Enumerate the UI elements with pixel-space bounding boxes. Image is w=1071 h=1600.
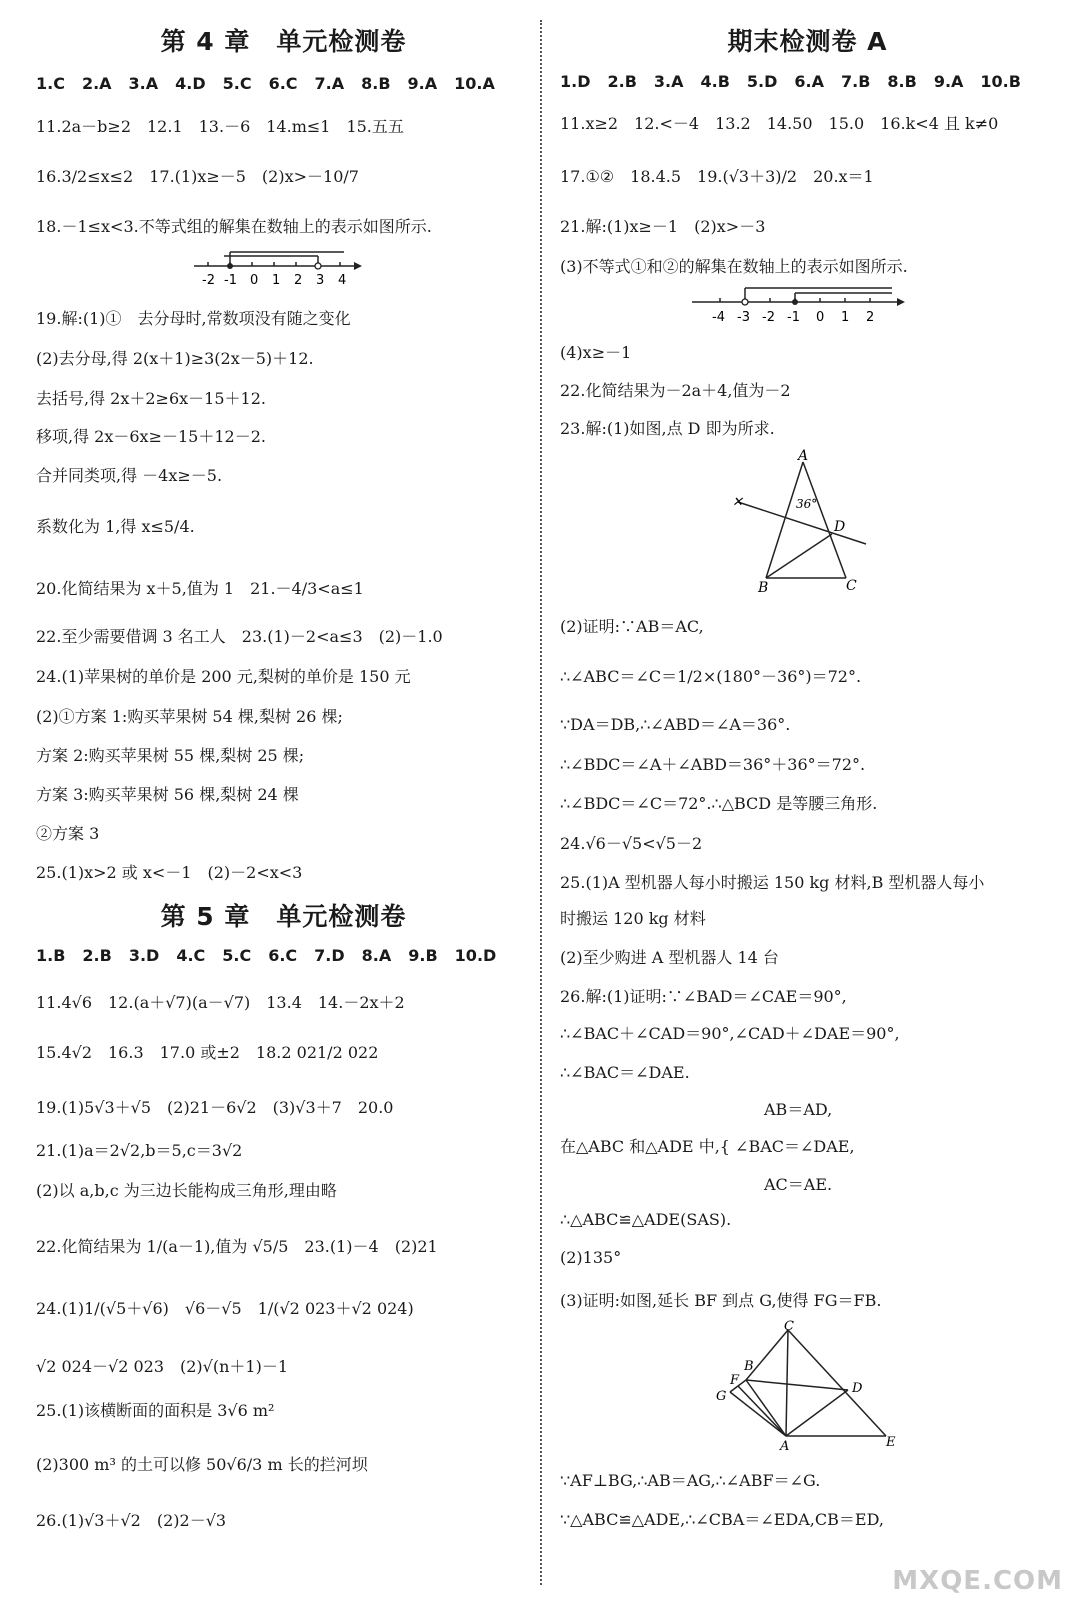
vertex-label: B (758, 580, 769, 596)
tick-label: -3 (737, 310, 750, 325)
choice-answer: 9.A (407, 74, 438, 93)
final-choice-answers (560, 72, 1038, 91)
answer-line: (2)①方案 1:购买苹果树 54 棵,梨树 26 棵; (36, 707, 343, 726)
answer-line: 19.(1)5√3＋√5 (2)21－6√2 (3)√3＋7 20.0 (36, 1098, 394, 1117)
vertex-label: C (846, 578, 857, 594)
answer-line: ∴∠BAC＝∠DAE. (560, 1063, 690, 1082)
choice-answer: 9.B (408, 946, 438, 965)
vertex-label: E (886, 1435, 896, 1450)
chapter-5-title: 第 5 章 单元检测卷 (160, 902, 407, 931)
answer-line: 17.①② 18.4.5 19.(√3＋3)/2 20.x＝1 (560, 167, 874, 186)
answer-line: 去括号,得 2x＋2≥6x－15＋12. (36, 389, 266, 408)
tick-label: 2 (294, 273, 303, 288)
watermark-logo: MXQE.COM (892, 1566, 1063, 1596)
svg-text:✕: ✕ (732, 495, 743, 510)
choice-answer: 4.D (175, 74, 206, 93)
choice-answer: 4.B (700, 72, 730, 91)
answer-line: ∵△ABC≌△ADE,∴∠CBA＝∠EDA,CB＝ED, (560, 1510, 884, 1529)
choice-answer: 2.B (607, 72, 637, 91)
choice-answer: 8.B (887, 72, 917, 91)
answer-line: ∴△ABC≌△ADE(SAS). (560, 1210, 732, 1229)
tick-label: 4 (338, 273, 347, 288)
choice-answer: 10.D (454, 946, 497, 965)
answer-line: 方案 3:购买苹果树 56 棵,梨树 24 棵 (36, 785, 299, 804)
choice-answer: 5.D (746, 72, 778, 91)
tick-label: 0 (816, 310, 825, 325)
chapter-5-choice-answers (36, 946, 513, 965)
answer-line: ∴∠ABC＝∠C＝1/2×(180°－36°)＝72°. (560, 667, 862, 686)
tick-label: -2 (762, 310, 775, 325)
column-divider (540, 20, 542, 1585)
vertex-label: D (834, 519, 846, 535)
vertex-label: C (784, 1319, 794, 1334)
tick-label: -2 (202, 273, 215, 288)
answer-line: 20.化简结果为 x＋5,值为 1 21.－4/3<a≤1 (36, 579, 364, 598)
tick-label: -1 (224, 273, 237, 288)
answer-line: 22.化简结果为 1/(a－1),值为 √5/5 23.(1)－4 (2)21 (36, 1237, 438, 1256)
answer-line: (2)以 a,b,c 为三边长能构成三角形,理由略 (36, 1181, 337, 1200)
answer-line: (2)证明:∵AB＝AC, (560, 617, 704, 636)
triangle-figure-1 (728, 448, 878, 600)
angle-label: 36° (796, 497, 818, 511)
system-line-1: AB＝AD, (764, 1100, 833, 1119)
answer-line: (2)去分母,得 2(x＋1)≥3(2x－5)＋12. (36, 349, 314, 368)
chapter-4-choice-answers (36, 74, 512, 93)
answer-line: ∵DA＝DB,∴∠ABD＝∠A＝36°. (560, 715, 791, 734)
answer-line: 11.4√6 12.(a＋√7)(a－√7) 13.4 14.－2x＋2 (36, 993, 405, 1012)
answer-line: 21.(1)a＝2√2,b＝5,c＝3√2 (36, 1141, 243, 1160)
answer-line: 方案 2:购买苹果树 55 棵,梨树 25 棵; (36, 746, 305, 765)
choice-answer: 10.A (454, 74, 495, 93)
choice-answer: 10.B (980, 72, 1021, 91)
choice-answer: 6.C (268, 946, 298, 965)
answer-line: 19.解:(1)① 去分母时,常数项没有随之变化 (36, 309, 351, 328)
final-exam-title: 期末检测卷 A (727, 27, 888, 56)
choice-answer: 5.C (222, 74, 252, 93)
answer-line: 26.(1)√3＋√2 (2)2－√3 (36, 1511, 227, 1530)
answer-line: 移项,得 2x－6x≥－15＋12－2. (36, 427, 266, 446)
tick-label: 3 (316, 273, 325, 288)
choice-answer: 5.C (222, 946, 252, 965)
choice-answer: 6.A (794, 72, 824, 91)
choice-answer: 8.B (361, 74, 391, 93)
answer-line: √2 024－√2 023 (2)√(n＋1)－1 (36, 1357, 289, 1376)
answer-line: (4)x≥－1 (560, 343, 632, 362)
answer-line: ②方案 3 (36, 824, 100, 843)
answer-line: 22.至少需要借调 3 名工人 23.(1)－2<a≤3 (2)－1.0 (36, 627, 443, 646)
vertex-label: D (852, 1381, 863, 1396)
choice-answer: 1.B (36, 946, 66, 965)
choice-answer: 1.D (560, 72, 591, 91)
answer-line: 15.4√2 16.3 17.0 或±2 18.2 021/2 022 (36, 1043, 379, 1062)
vertex-label: G (716, 1389, 727, 1404)
choice-answer: 3.D (128, 946, 160, 965)
answer-line: 24.(1)苹果树的单价是 200 元,梨树的单价是 150 元 (36, 667, 411, 686)
system-line-2: 在△ABC 和△ADE 中,{ ∠BAC＝∠DAE, (560, 1137, 855, 1156)
answer-line: 26.解:(1)证明:∵∠BAD＝∠CAE＝90°, (560, 987, 847, 1006)
tick-label: 1 (272, 273, 281, 288)
choice-answer: 7.D (314, 946, 345, 965)
chapter-4-title: 第 4 章 单元检测卷 (160, 27, 407, 56)
answer-line: (2)300 m³ 的土可以修 50√6/3 m 长的拦河坝 (36, 1455, 368, 1474)
answer-line: 24.√6－√5<√5－2 (560, 834, 703, 853)
choice-answer: 1.C (36, 74, 65, 93)
answer-line: 23.解:(1)如图,点 D 即为所求. (560, 419, 775, 438)
answer-line: ∴∠BAC＋∠CAD＝90°,∠CAD＋∠DAE＝90°, (560, 1024, 900, 1043)
answer-line: 25.(1)A 型机器人每小时搬运 150 kg 材料,B 型机器人每小 (560, 873, 985, 892)
answer-line: 时搬运 120 kg 材料 (560, 909, 706, 928)
tick-label: 1 (841, 310, 850, 325)
answer-line: 18.－1≤x<3.不等式组的解集在数轴上的表示如图所示. (36, 217, 432, 236)
choice-answer: 8.A (361, 946, 392, 965)
answer-line: (2)至少购进 A 型机器人 14 台 (560, 948, 779, 967)
choice-answer: 2.B (82, 946, 112, 965)
choice-answer: 9.A (933, 72, 964, 91)
tick-label: -1 (787, 310, 800, 325)
number-line-final (692, 284, 912, 332)
tick-label: 2 (866, 310, 875, 325)
answer-line: 合并同类项,得 －4x≥－5. (36, 466, 223, 485)
answer-line: 11.x≥2 12.<－4 13.2 14.50 15.0 16.k<4 且 k≠0 (560, 114, 999, 133)
answer-line: ∴∠BDC＝∠C＝72°.∴△BCD 是等腰三角形. (560, 794, 878, 813)
choice-answer: 7.B (841, 72, 871, 91)
system-line-3: AC＝AE. (764, 1175, 833, 1194)
tick-label: -4 (712, 310, 725, 325)
answer-line: 25.(1)x>2 或 x<－1 (2)－2<x<3 (36, 863, 303, 882)
answer-line: (3)证明:如图,延长 BF 到点 G,使得 FG＝FB. (560, 1291, 882, 1310)
choice-answer: 4.C (176, 946, 206, 965)
answer-line: 11.2a－b≥2 12.1 13.－6 14.m≤1 15.五五 (36, 117, 404, 136)
choice-answer: 7.A (314, 74, 345, 93)
tick-label: 0 (250, 273, 259, 288)
vertex-label: A (798, 448, 809, 464)
answer-line: ∴∠BDC＝∠A＋∠ABD＝36°＋36°＝72°. (560, 755, 866, 774)
answer-line: ∵AF⊥BG,∴AB＝AG,∴∠ABF＝∠G. (560, 1471, 821, 1490)
triangle-figure-2 (710, 1318, 910, 1462)
vertex-label: F (730, 1373, 740, 1388)
answer-line: 21.解:(1)x≥－1 (2)x>－3 (560, 217, 766, 236)
choice-answer: 6.C (268, 74, 298, 93)
choice-answer: 3.A (128, 74, 159, 93)
choice-answer: 3.A (653, 72, 684, 91)
answer-line: 系数化为 1,得 x≤5/4. (36, 517, 195, 536)
vertex-label: A (780, 1439, 790, 1454)
answer-line: 22.化简结果为－2a＋4,值为－2 (560, 381, 791, 400)
choice-answer: 2.A (81, 74, 112, 93)
answer-line: 16.3/2≤x≤2 17.(1)x≥－5 (2)x>－10/7 (36, 167, 359, 186)
number-line-ch4 (194, 246, 364, 294)
answer-line: 25.(1)该横断面的面积是 3√6 m² (36, 1401, 275, 1420)
answer-line: (3)不等式①和②的解集在数轴上的表示如图所示. (560, 257, 908, 276)
vertex-label: B (744, 1359, 754, 1374)
answer-line: 24.(1)1/(√5＋√6) √6－√5 1/(√2 023＋√2 024) (36, 1299, 414, 1318)
answer-line: (2)135° (560, 1248, 622, 1267)
